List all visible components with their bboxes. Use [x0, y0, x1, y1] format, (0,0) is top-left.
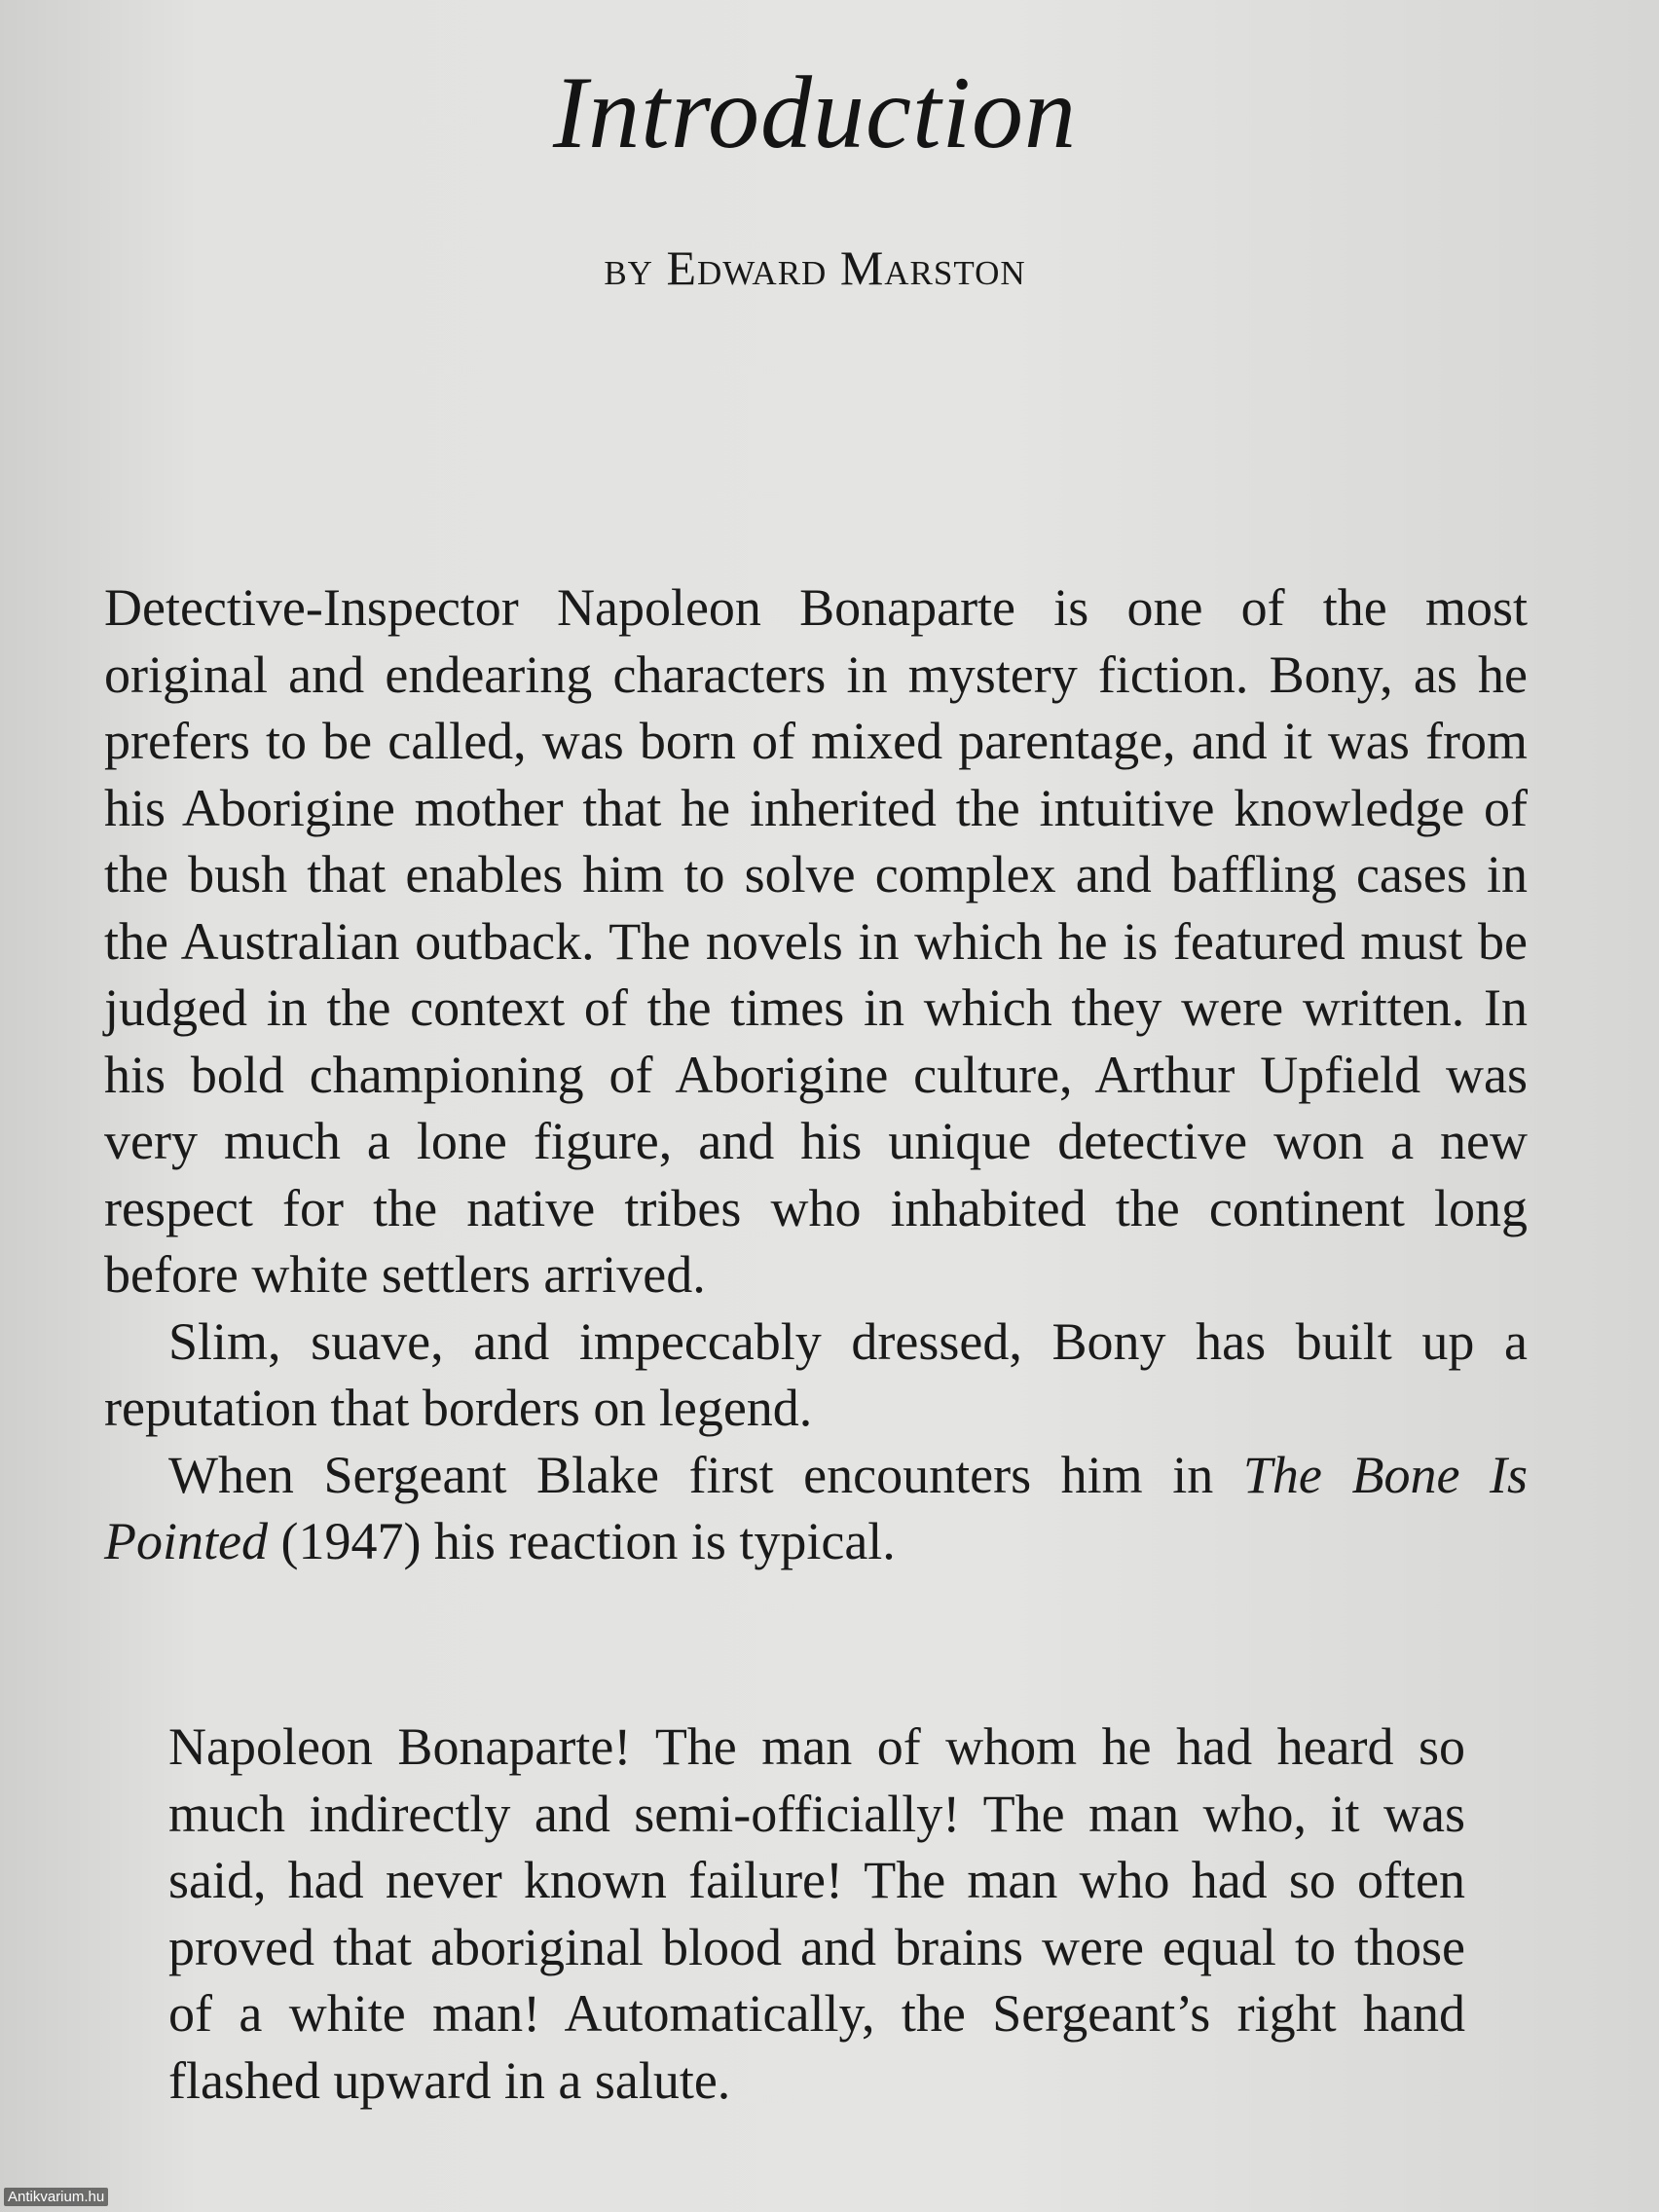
paragraph-1: Detective-Inspector Napoleon Bonaparte is one of the most original and endearing characters in mystery fiction. Bony, as he prefers to be called, was born of mixed parentage, and it was from his Aborigine mother that he inherited the intuitive knowledge of the bush that enables him to solve complex and baffling cases in the Australian outback. The novels in which he is featured must be judged in the context of the times in which they were written. In his bold championing of Aborigine culture, Arthur Upfield was very much a lone figure, and his unique detective won a new respect for the native tribes who inhabited the continent long before white settlers arrived. — [104, 578, 1528, 1304]
paragraph-3-tail: (1947) his reaction is typical. — [267, 1512, 896, 1570]
paragraph-2: Slim, suave, and impeccably dressed, Bony has built up a reputation that borders on legend. — [104, 1311, 1528, 1437]
block-quote — [168, 1714, 1465, 2114]
body-text — [104, 574, 1528, 1575]
site-watermark: Antikvarium.hu — [4, 2188, 108, 2206]
paragraph-3 — [104, 1442, 1528, 1575]
book-title-reference: The Bone Is Pointed — [104, 1445, 1529, 1570]
author-byline: by Edward Marston — [604, 240, 1026, 295]
quote-text: Napoleon Bonaparte! The man of whom he had heard so much indirectly and semi-officially! The man who, it was said, had never known failure! The man who had so often proved that aboriginal blood and brains were equal to those of a white man! Automatically, the Sergeant’s right hand flashed upward in a salute. — [168, 1717, 1465, 2110]
paragraph-3-lead: When Sergeant Blake first encounters him in — [168, 1445, 1243, 1504]
chapter-title: Introduction — [552, 55, 1077, 169]
